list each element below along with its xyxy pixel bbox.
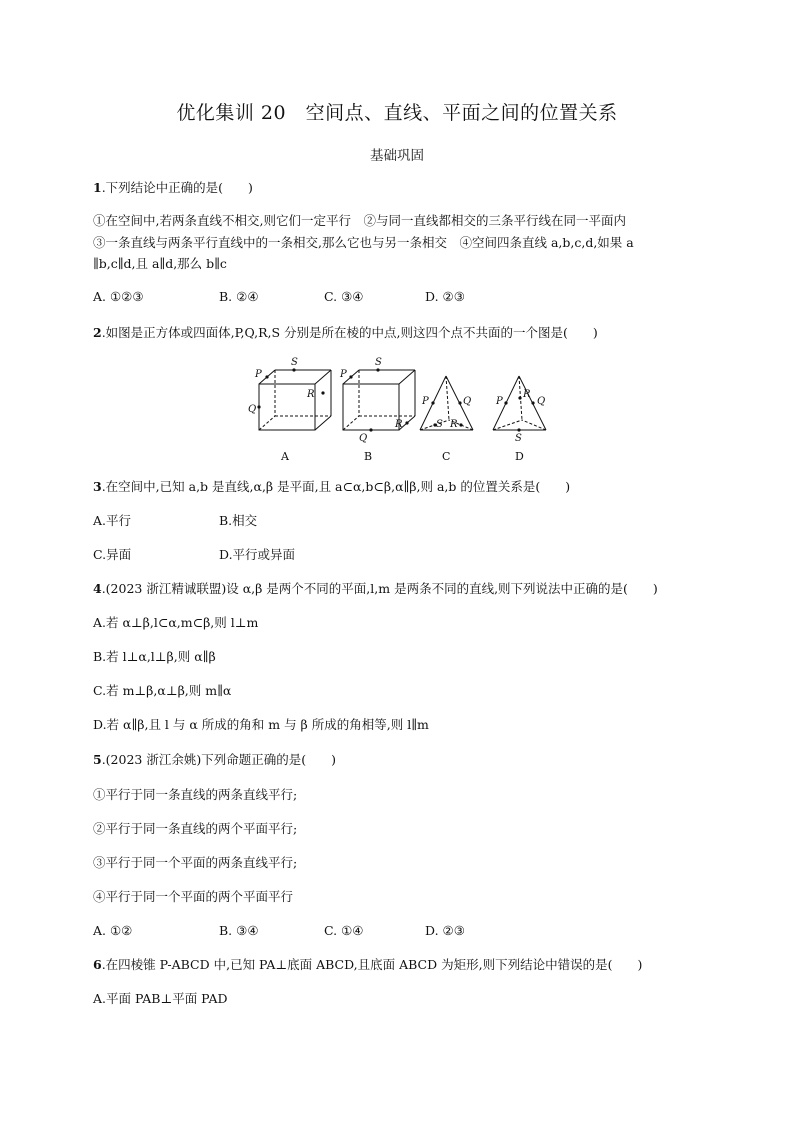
label-q: Q bbox=[537, 396, 546, 407]
geometry-figures bbox=[245, 350, 565, 468]
question-2-figure bbox=[245, 350, 565, 468]
question-text: .在空间中,已知 a,b 是直线,α,β 是平面,且 a⊂α,b⊂β,α∥β,则 a,b 的位置关系是( ) bbox=[101, 479, 571, 494]
question-6-stem bbox=[93, 957, 642, 973]
question-1-stem bbox=[93, 180, 253, 196]
question-3-stem bbox=[93, 479, 570, 495]
question-text: .下列结论中正确的是( ) bbox=[101, 180, 253, 195]
question-5-option-a: A. ①② bbox=[93, 923, 133, 938]
question-text: .在四棱锥 P-ABCD 中,已知 PA⊥底面 ABCD,且底面 ABCD 为矩形,则下列结论中错误的是( ) bbox=[101, 957, 643, 972]
question-1-line-3: ∥b,c∥d,且 a∥d,那么 b∥c bbox=[93, 256, 227, 271]
question-1-option-b: B. ②④ bbox=[219, 289, 259, 304]
label-p: P bbox=[340, 369, 347, 380]
question-source: .(2023 浙江精诚联盟) bbox=[101, 581, 227, 596]
label-s: S bbox=[436, 419, 443, 430]
label-q: Q bbox=[463, 396, 472, 407]
section-heading: 基础巩固 bbox=[370, 148, 424, 164]
question-number: 1 bbox=[93, 180, 102, 195]
caption-a: A bbox=[281, 450, 289, 463]
cube-b bbox=[343, 370, 415, 430]
question-5-item-4: ④平行于同一个平面的两个平面平行 bbox=[93, 889, 294, 904]
label-q: Q bbox=[248, 404, 257, 415]
question-number: 5 bbox=[93, 752, 102, 767]
label-s: S bbox=[375, 357, 382, 368]
question-4-stem bbox=[93, 581, 658, 597]
question-1-line-1: ①在空间中,若两条直线不相交,则它们一定平行 ②与同一直线都相交的三条平行线在同一平面内 bbox=[93, 213, 626, 228]
cube-a bbox=[259, 370, 331, 430]
label-r: R bbox=[523, 389, 531, 400]
question-5-item-3: ③平行于同一个平面的两条直线平行; bbox=[93, 855, 298, 870]
label-p: P bbox=[255, 369, 262, 380]
question-number: 6 bbox=[93, 957, 102, 972]
question-5-stem bbox=[93, 752, 336, 768]
caption-c: C bbox=[442, 450, 451, 463]
question-3-option-c: C.异面 bbox=[93, 547, 132, 562]
label-q: Q bbox=[359, 433, 368, 444]
question-text: 下列命题正确的是( ) bbox=[201, 752, 336, 767]
caption-d: D bbox=[515, 450, 524, 463]
question-6-option-a: A.平面 PAB⊥平面 PAD bbox=[93, 991, 228, 1006]
label-p: P bbox=[496, 396, 503, 407]
question-5-item-1: ①平行于同一条直线的两条直线平行; bbox=[93, 787, 298, 802]
question-1-option-c: C. ③④ bbox=[324, 289, 364, 304]
question-4-option-d: D.若 α∥β,且 l 与 α 所成的角和 m 与 β 所成的角相等,则 l∥m bbox=[93, 717, 429, 732]
question-number: 2 bbox=[93, 325, 102, 340]
question-number: 3 bbox=[93, 479, 102, 494]
question-5-option-b: B. ③④ bbox=[219, 923, 259, 938]
label-s: S bbox=[291, 357, 298, 368]
question-4-option-a: A.若 α⊥β,l⊂α,m⊂β,则 l⊥m bbox=[93, 615, 259, 630]
question-1-line-2: ③一条直线与两条平行直线中的一条相交,那么它也与另一条相交 ④空间四条直线 a,b,c,d,如果 a bbox=[93, 235, 634, 250]
question-5-option-c: C. ①④ bbox=[324, 923, 364, 938]
label-r: R bbox=[450, 419, 458, 430]
caption-b: B bbox=[364, 450, 373, 463]
question-source: .(2023 浙江余姚) bbox=[101, 752, 202, 767]
question-3-option-d: D.平行或异面 bbox=[219, 547, 296, 562]
label-r: R bbox=[307, 389, 315, 400]
question-1-option-a: A. ①②③ bbox=[93, 289, 144, 304]
question-number: 4 bbox=[93, 581, 102, 596]
question-3-option-b: B.相交 bbox=[219, 513, 258, 528]
label-r: R bbox=[395, 419, 403, 430]
page-title: 优化集训 20 空间点、直线、平面之间的位置关系 bbox=[176, 102, 618, 124]
question-text: 设 α,β 是两个不同的平面,l,m 是两条不同的直线,则下列说法中正确的是( ) bbox=[226, 581, 658, 596]
question-2-stem bbox=[93, 325, 598, 341]
question-1-option-d: D. ②③ bbox=[425, 289, 465, 304]
question-5-option-d: D. ②③ bbox=[425, 923, 465, 938]
label-p: P bbox=[422, 396, 429, 407]
question-4-option-b: B.若 l⊥α,l⊥β,则 α∥β bbox=[93, 649, 216, 664]
question-text: .如图是正方体或四面体,P,Q,R,S 分别是所在棱的中点,则这四个点不共面的一个图是( ) bbox=[101, 325, 598, 340]
question-3-option-a: A.平行 bbox=[93, 513, 132, 528]
question-4-option-c: C.若 m⊥β,α⊥β,则 m∥α bbox=[93, 683, 232, 698]
label-s: S bbox=[515, 433, 522, 444]
question-5-item-2: ②平行于同一条直线的两个平面平行; bbox=[93, 821, 298, 836]
